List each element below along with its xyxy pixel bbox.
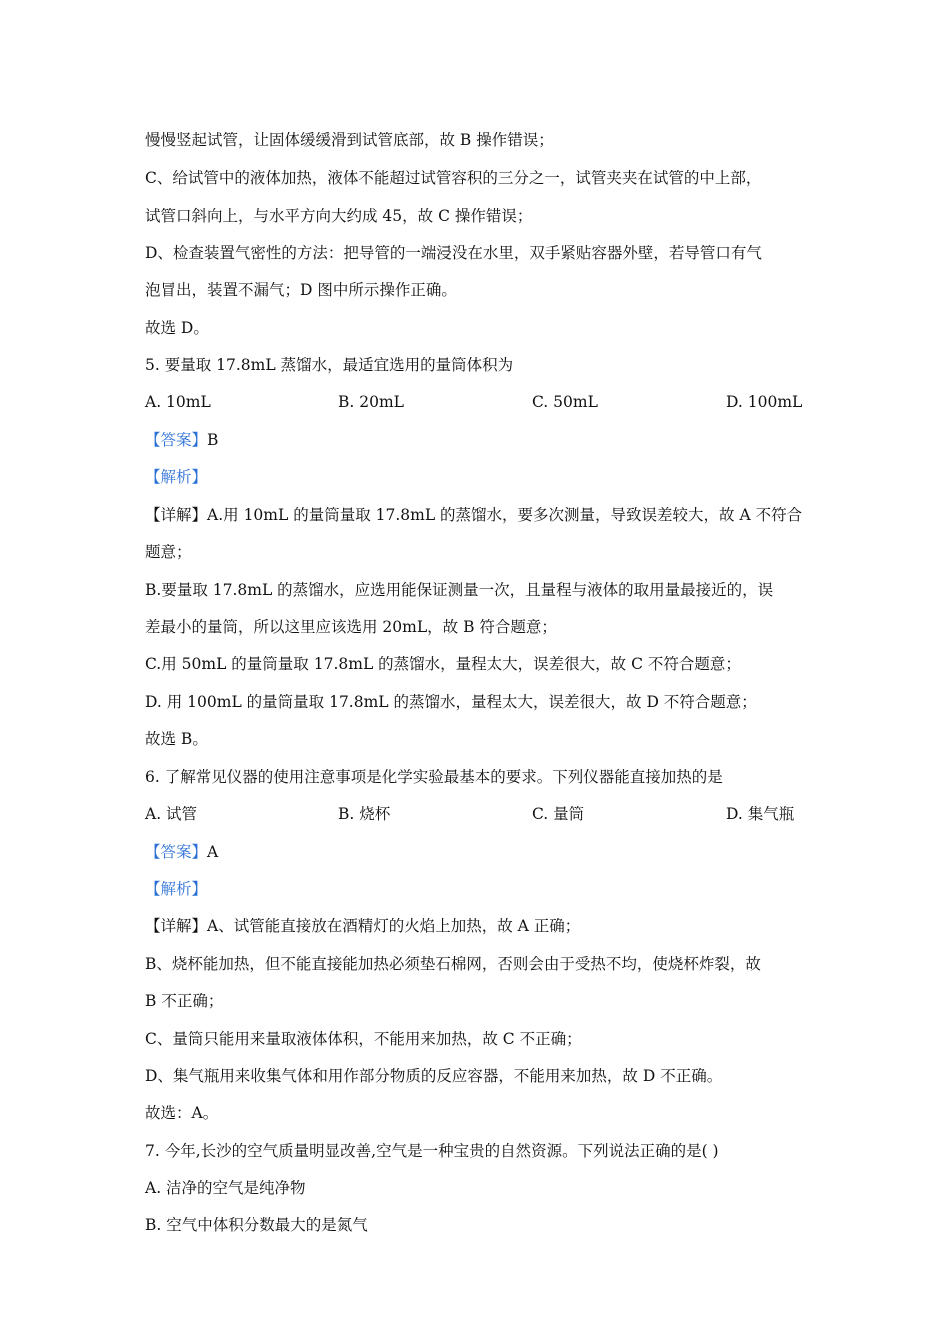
detail-text: A.用 10mL 的量筒量取 17.8mL 的蒸馏水，要多次测量，导致误差较大，故 A 不符合	[207, 506, 803, 524]
detail-line	[145, 919, 580, 935]
text-line: 差最小的量筒，所以这里应该选用 20mL，故 B 符合题意；	[145, 618, 557, 636]
answer-value: B	[207, 431, 219, 449]
detail-text: A、试管能直接放在酒精灯的火焰上加热，故 A 正确；	[207, 917, 581, 935]
answer-tag: 【答案】	[145, 843, 208, 861]
question-5-options	[145, 395, 805, 415]
question-5: 5. 要量取 17.8mL 蒸馏水，最适宜选用的量筒体积为	[145, 356, 514, 374]
answer-value: A	[207, 843, 219, 861]
text-line: B 不正确；	[145, 992, 224, 1010]
text-line: 泡冒出，装置不漏气；D 图中所示操作正确。	[145, 281, 457, 299]
text-line: 故选 B。	[145, 730, 208, 748]
analysis-tag: 【解析】	[145, 880, 208, 898]
detail-tag: 【详解】	[145, 506, 208, 524]
text-line: C、给试管中的液体加热，液体不能超过试管容积的三分之一，试管夹夹在试管的中上部，	[145, 169, 762, 187]
answer-line	[145, 433, 218, 449]
detail-tag: 【详解】	[145, 917, 208, 935]
text-line: 试管口斜向上，与水平方向大约成 45，故 C 操作错误；	[145, 207, 533, 225]
question-6: 6. 了解常见仪器的使用注意事项是化学实验最基本的要求。下列仪器能直接加热的是	[145, 768, 723, 786]
answer-line	[145, 845, 218, 861]
option-b: B. 烧杯	[338, 805, 391, 823]
question-6-options	[145, 807, 805, 827]
text-line: D、检查装置气密性的方法：把导管的一端浸没在水里，双手紧贴容器外壁，若导管口有气	[145, 244, 762, 262]
detail-line	[145, 508, 802, 524]
option-b: B. 20mL	[338, 393, 404, 411]
question-7: 7. 今年,长沙的空气质量明显改善,空气是一种宝贵的自然资源。下列说法正确的是( )	[145, 1142, 719, 1160]
option-d: D. 集气瓶	[726, 805, 795, 823]
option-c: C. 量筒	[532, 805, 585, 823]
option-a: A. 试管	[145, 805, 198, 823]
text-line: 慢慢竖起试管，让固体缓缓滑到试管底部，故 B 操作错误；	[145, 131, 554, 149]
text-line: B、烧杯能加热，但不能直接能加热必须垫石棉网，否则会由于受热不均，使烧杯炸裂，故	[145, 955, 761, 973]
text-line: D、集气瓶用来收集气体和用作部分物质的反应容器，不能用来加热，故 D 不正确。	[145, 1067, 723, 1085]
option-a: A. 洁净的空气是纯净物	[145, 1179, 306, 1197]
text-line: C.用 50mL 的量筒量取 17.8mL 的蒸馏水，量程太大，误差很大，故 C 不符合题意；	[145, 655, 741, 673]
option-a: A. 10mL	[145, 393, 211, 411]
option-d: D. 100mL	[726, 393, 803, 411]
text-line: 题意；	[145, 543, 192, 561]
text-line: B.要量取 17.8mL 的蒸馏水，应选用能保证测量一次，且量程与液体的取用量最接近的，误	[145, 581, 774, 599]
text-line: C、量筒只能用来量取液体体积，不能用来加热，故 C 不正确；	[145, 1030, 582, 1048]
text-line: 故选：A。	[145, 1104, 219, 1122]
answer-tag: 【答案】	[145, 431, 208, 449]
option-c: C. 50mL	[532, 393, 598, 411]
analysis-tag: 【解析】	[145, 468, 208, 486]
text-line: D. 用 100mL 的量筒量取 17.8mL 的蒸馏水，量程太大，误差很大，故 D 不符合题意；	[145, 693, 757, 711]
option-b: B. 空气中体积分数最大的是氮气	[145, 1216, 368, 1234]
text-line: 故选 D。	[145, 319, 209, 337]
